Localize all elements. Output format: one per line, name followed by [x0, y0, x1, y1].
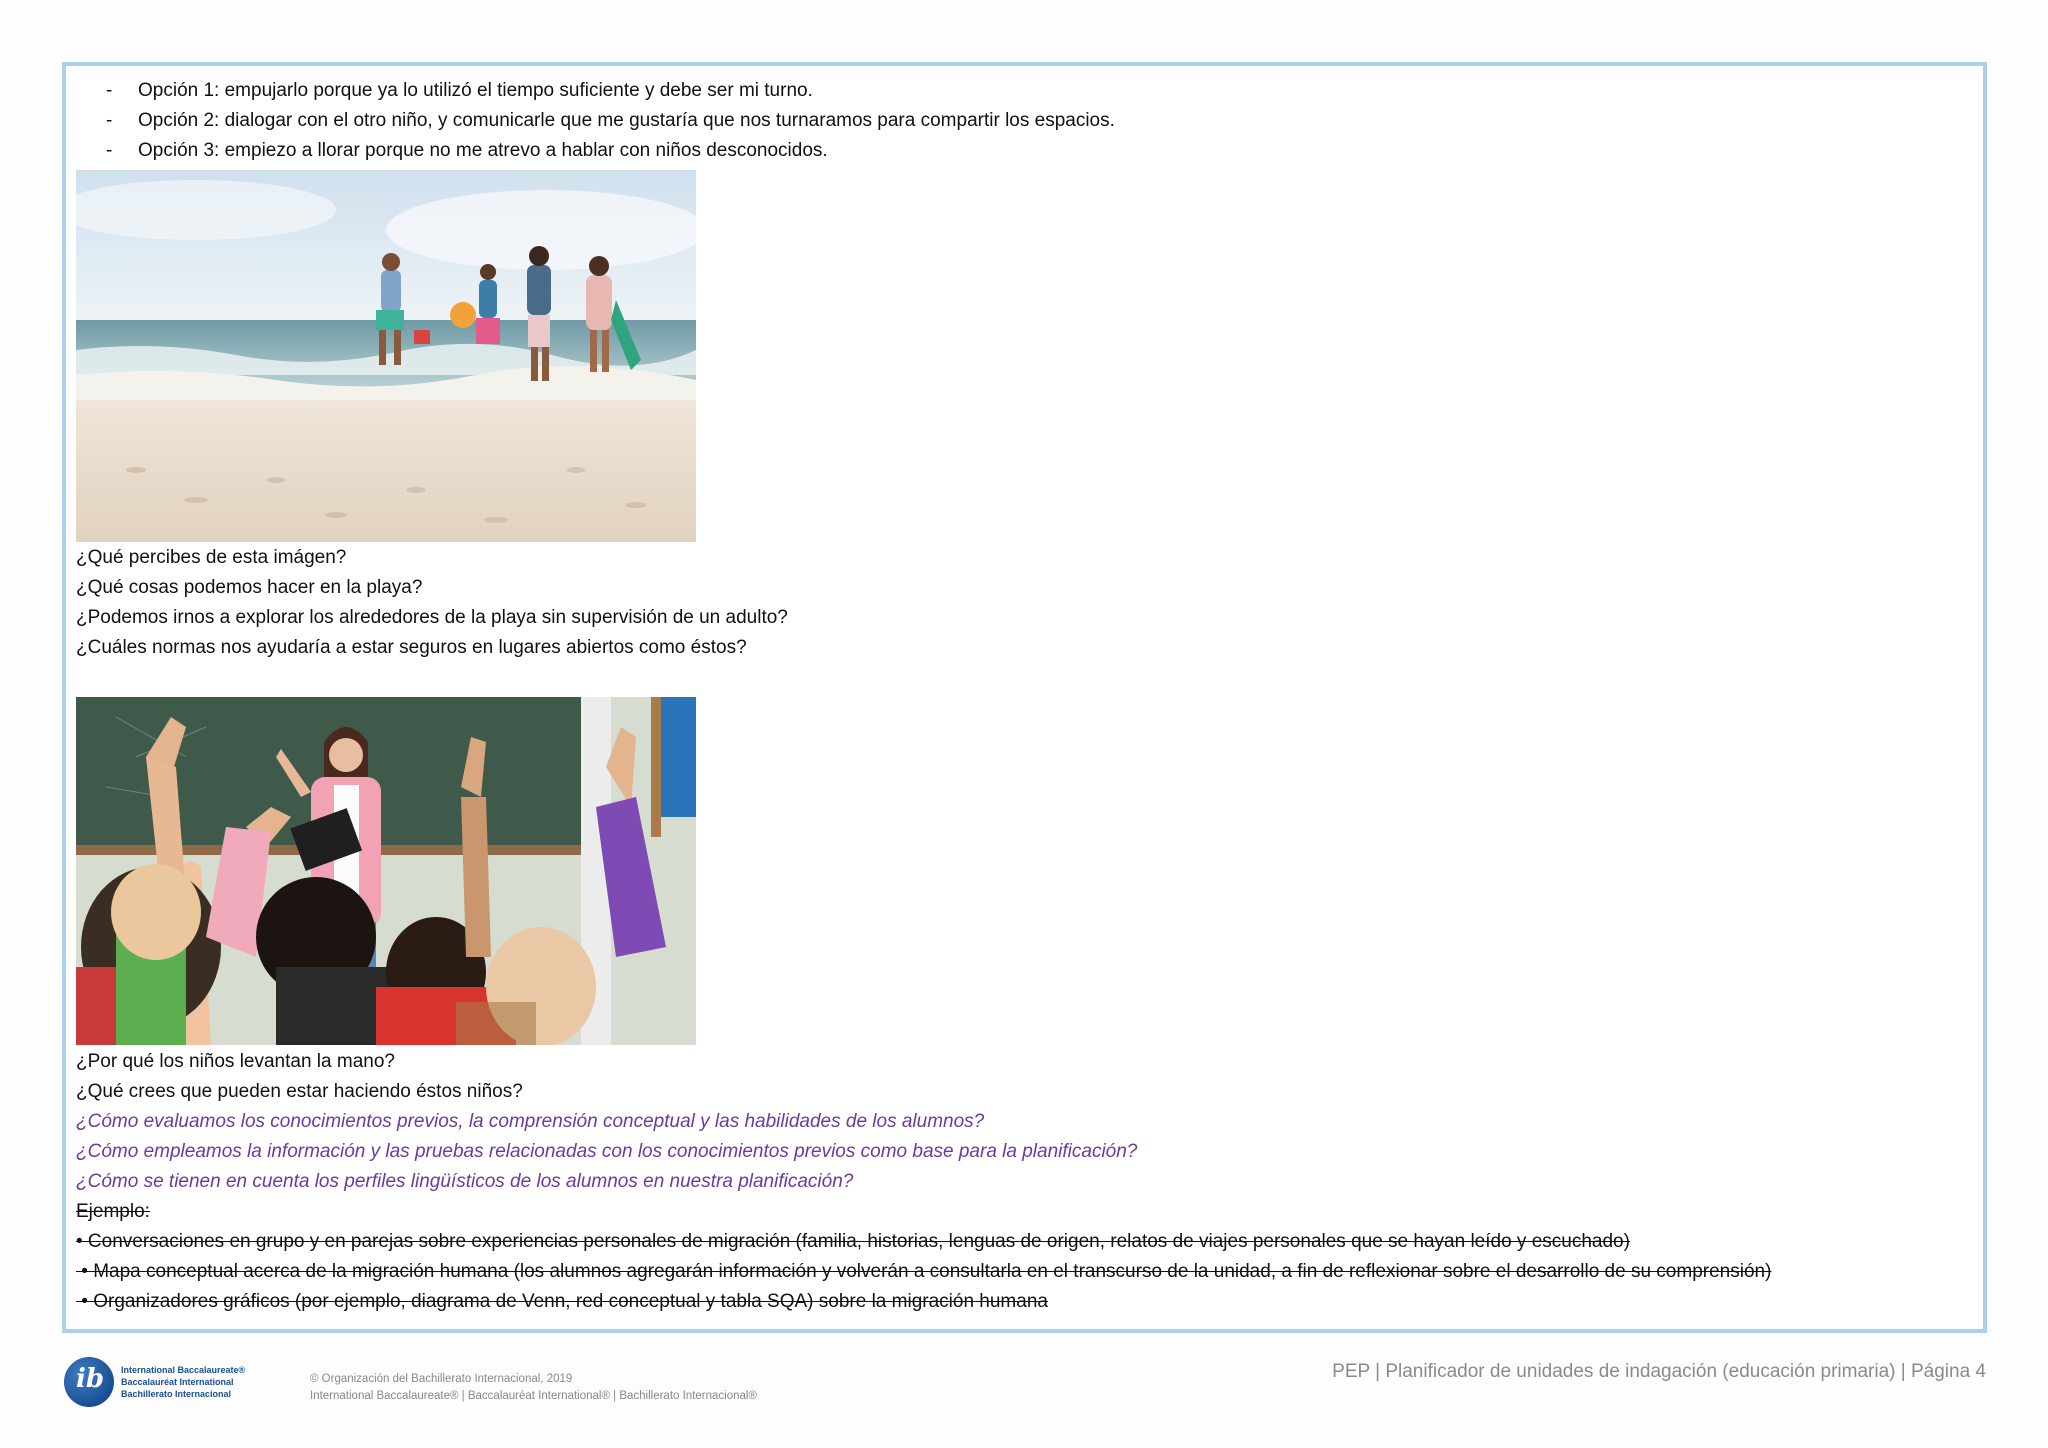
example-heading: Ejemplo:	[76, 1201, 150, 1222]
classroom-photo	[76, 697, 696, 1045]
copyright-line: © Organización del Bachillerato Internacional, 2019	[310, 1373, 573, 1385]
example-item: • Organizadores gráficos (por ejemplo, diagrama de Venn, red conceptual y tabla SQA) sobre la migración humana	[76, 1291, 1048, 1312]
logo-line: International Baccalaureate®	[121, 1365, 246, 1375]
copyright-line: International Baccalaureate® | Baccalauréat International® | Bachillerato Internacional®	[310, 1390, 757, 1402]
list-dash: -	[106, 140, 113, 161]
option-text: Opción 3: empiezo a llorar porque no me atrevo a hablar con niños desconocidos.	[138, 140, 828, 161]
question-line: ¿Podemos irnos a explorar los alrededores de la playa sin supervisión de un adulto?	[76, 607, 788, 628]
question-line: ¿Por qué los niños levantan la mano?	[76, 1051, 395, 1072]
option-text: Opción 2: dialogar con el otro niño, y comunicarle que me gustaría que nos turnaramos para compartir los espacios.	[138, 110, 1115, 131]
example-item: • Mapa conceptual acerca de la migración humana (los alumnos agregarán información y volverán a consultarla en el transcurso de la unidad, a fin de reflexionar sobre el desarrollo de su comprensión)	[76, 1261, 1772, 1282]
option-item	[102, 76, 1115, 106]
option-item	[102, 136, 1115, 166]
guiding-question: ¿Cómo evaluamos los conocimientos previos, la comprensión conceptual y las habilidades de los alumnos?	[76, 1111, 985, 1132]
guiding-question: ¿Cómo se tienen en cuenta los perfiles lingüísticos de los alumnos en nuestra planificación?	[76, 1171, 854, 1192]
list-dash: -	[106, 80, 113, 101]
ib-logo	[64, 1357, 254, 1417]
question-line: ¿Qué percibes de esta imágen?	[76, 547, 347, 568]
classroom-questions	[76, 1047, 1771, 1317]
logo-line: Baccalauréat International	[121, 1377, 234, 1387]
copyright-notice	[310, 1371, 757, 1405]
beach-family-photo	[76, 170, 696, 542]
question-line: ¿Qué cosas podemos hacer en la playa?	[76, 577, 423, 598]
footer-page-title: PEP | Planificador de unidades de indagación (educación primaria) | Página 4	[1332, 1361, 1986, 1382]
guiding-question: ¿Cómo empleamos la información y las pruebas relacionadas con los conocimientos previos como base para la planificación?	[76, 1141, 1138, 1162]
option-item	[102, 106, 1115, 136]
ib-logo-letters: ib	[76, 1364, 105, 1394]
options-list	[102, 76, 1115, 166]
ib-logo-wordmark	[121, 1364, 245, 1400]
beach-questions	[76, 543, 788, 663]
list-dash: -	[106, 110, 113, 131]
option-text: Opción 1: empujarlo porque ya lo utilizó el tiempo suficiente y debe ser mi turno.	[138, 80, 813, 101]
example-item: • Conversaciones en grupo y en parejas sobre experiencias personales de migración (familia, historias, lenguas de origen, relatos de viajes personales que se hayan leído y escuchado)	[76, 1231, 1630, 1252]
question-line: ¿Qué crees que pueden estar haciendo éstos niños?	[76, 1081, 523, 1102]
logo-line: Bachillerato Internacional	[121, 1389, 232, 1399]
question-line: ¿Cuáles normas nos ayudaría a estar seguros en lugares abiertos como éstos?	[76, 637, 747, 658]
